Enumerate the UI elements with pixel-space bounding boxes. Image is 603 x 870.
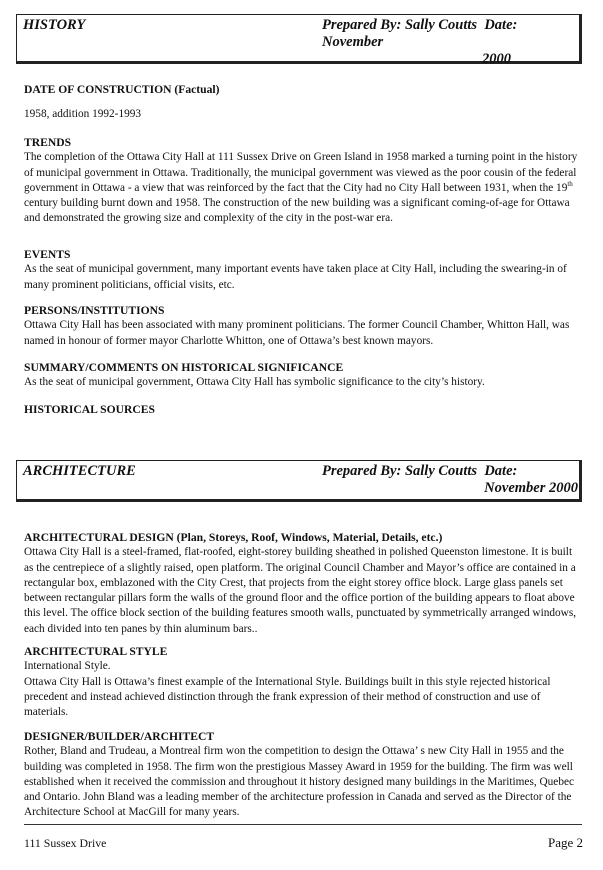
summary-section bbox=[24, 360, 584, 391]
designer-heading: DESIGNER/BUILDER/ARCHITECT bbox=[24, 730, 215, 743]
history-prepared-by bbox=[322, 17, 580, 68]
trends-superscript: th bbox=[567, 180, 573, 189]
style-text: Ottawa City Hall is Ottawa’s finest example of the International Style. Buildings built in this style rejected historical precedent and instead achieved distinction through the frank expression of their method of construction and use of materials. bbox=[24, 675, 551, 719]
construction-text-block bbox=[24, 107, 584, 122]
architecture-prepared-by-name: Prepared By: Sally Coutts bbox=[322, 463, 478, 479]
history-prepared-by-name: Prepared By: Sally Coutts bbox=[322, 17, 478, 33]
architecture-prepared-by bbox=[322, 463, 580, 497]
footer-divider bbox=[24, 824, 582, 825]
events-section bbox=[24, 247, 584, 293]
trends-text-part-b: century building burnt down and 1958. The construction of the new building was a significant coming-of-age for Ottawa and demonstrated the growing size and complexity of the city in the post-war era. bbox=[24, 197, 570, 225]
design-section bbox=[24, 530, 584, 637]
footer-address: 111 Sussex Drive bbox=[24, 836, 107, 850]
trends-heading: TRENDS bbox=[24, 136, 72, 149]
trends-text-part-a: The completion of the Ottawa City Hall at 111 Sussex Drive on Green Island in 1958 marked a turning point in the history of municipal government in Ottawa. Traditionally, the municipal government was viewed as the poor cousin of the federal government in Ottawa - a view that was reinforced by the fact that the City had no City Hall between 1931, when the 19 bbox=[24, 151, 578, 194]
footer-page-number: Page 2 bbox=[547, 835, 583, 850]
persons-heading: PERSONS/INSTITUTIONS bbox=[24, 304, 165, 317]
construction-text: 1958, addition 1992-1993 bbox=[24, 108, 142, 120]
sources-section bbox=[24, 402, 584, 417]
designer-text: Rother, Bland and Trudeau, a Montreal firm won the competition to design the Ottawa’ s new City Hall in 1955 and the building was completed in 1958. The firm won the prestigious Massey Award in 1959 for the building. The firm was well established when it received the commission and throughout it history designed many buildings in the Maritimes, Quebec and Ontario. John Bland was a leading member of the architecture profession in Canada and served as the Director of the Architecture School at MacGill for many years. bbox=[24, 745, 574, 819]
history-date-label: Date: November bbox=[322, 17, 518, 50]
sources-heading: HISTORICAL SOURCES bbox=[24, 403, 155, 416]
persons-text: Ottawa City Hall has been associated with many prominent politicians. The former Council Chamber, Whitton Hall, was named in honour of former mayor Charlotte Whitton, one of Ottawa’s best known mayors. bbox=[24, 319, 570, 347]
events-text: As the seat of municipal government, many important events have taken place at City Hall, including the swearing-in of many prominent politicians, official visits, etc. bbox=[24, 263, 567, 291]
construction-heading: DATE OF CONSTRUCTION (Factual) bbox=[24, 83, 220, 96]
trends-section bbox=[24, 135, 584, 227]
summary-heading: SUMMARY/COMMENTS ON HISTORICAL SIGNIFICANCE bbox=[24, 361, 344, 374]
style-section bbox=[24, 644, 584, 720]
events-heading: EVENTS bbox=[24, 248, 71, 261]
style-heading: ARCHITECTURAL STYLE bbox=[24, 645, 168, 658]
style-line: International Style. bbox=[24, 660, 111, 673]
summary-text: As the seat of municipal government, Ottawa City Hall has symbolic significance to the city’s history. bbox=[24, 376, 485, 389]
design-text: Ottawa City Hall is a steel-framed, flat-roofed, eight-storey building sheathed in polished Queenston limestone. It is built as the centrepiece of a slightly raised, open platform. The original Council Chamber and Mayor’s office are contained in a rectangular box, emblazoned with the City Crest, that projects from the eight storey office block. Large glass panels set between rectangular pillars form the walls of the ground floor and the office portion of the building appears to float above this level. The office block section of the building features smooth walls, punctuated by symmetrically arranged windows, each divided into ten panes by thin aluminum bars.. bbox=[24, 546, 577, 635]
construction-section bbox=[24, 82, 584, 97]
architecture-date-label: Date: bbox=[484, 463, 518, 479]
history-header-box bbox=[16, 14, 582, 67]
designer-section bbox=[24, 729, 584, 821]
history-date-year: 2000 bbox=[482, 51, 511, 67]
design-heading: ARCHITECTURAL DESIGN (Plan, Storeys, Roof, Windows, Material, Details, etc.) bbox=[24, 531, 443, 544]
architecture-date-value: November 2000 bbox=[484, 480, 578, 496]
history-title: HISTORY bbox=[23, 17, 86, 33]
trends-text bbox=[24, 150, 584, 226]
architecture-header-box bbox=[16, 460, 582, 502]
persons-section bbox=[24, 303, 584, 349]
architecture-title: ARCHITECTURE bbox=[23, 463, 136, 479]
